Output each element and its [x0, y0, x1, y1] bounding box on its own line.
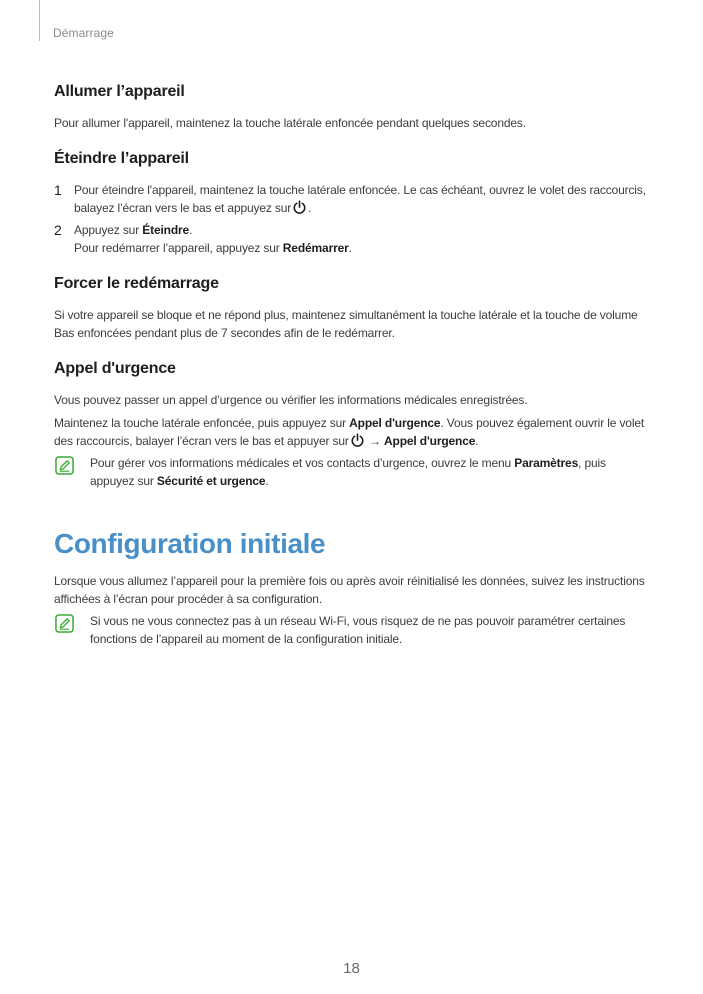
- initial-setup-text: Lorsque vous allumez l’appareil pour la première fois ou après avoir réinitialisé les données, suivez les instructions affichées à l’écran pour procéder à sa configuration.: [54, 574, 645, 606]
- section-initial-setup: [54, 528, 650, 648]
- power-icon: [350, 433, 365, 448]
- page-number: 18: [343, 960, 360, 977]
- note-text: Si vous ne vous connectez pas à un réseau Wi-Fi, vous risquez de ne pas pouvoir paramétrer certaines fonctions de l’appareil au moment de la configuration initiale.: [90, 614, 626, 646]
- section-power-on: [54, 83, 650, 132]
- step-1: [54, 181, 650, 217]
- note-icon: [55, 456, 74, 475]
- step-text: Appuyez sur Éteindre. Pour redémarrer l’appareil, appuyez sur Redémarrer.: [74, 223, 352, 255]
- power-on-text: Pour allumer l'appareil, maintenez la touche latérale enfoncée pendant quelques secondes.: [54, 116, 526, 130]
- section-force-restart: [54, 275, 650, 342]
- heading-power-off: Éteindre l’appareil: [54, 150, 189, 167]
- note-wifi: [54, 612, 650, 648]
- chapter-label: Démarrage: [53, 26, 114, 40]
- heading-force-restart: Forcer le redémarrage: [54, 275, 219, 292]
- force-restart-text: Si votre appareil se bloque et ne répond plus, maintenez simultanément la touche latérale et la touche de volume Bas enfoncées pendant plus de 7 secondes afin de le redémarrer.: [54, 308, 638, 340]
- emergency-text-2: Maintenez la touche latérale enfoncée, puis appuyez sur Appel d'urgence. Vous pouvez également ouvrir le volet des raccourcis, balayer l’écran vers le bas et appuyer sur → Appel d'urgence.: [54, 416, 645, 448]
- power-icon: [292, 200, 307, 215]
- page-content: [54, 83, 650, 648]
- note-icon: [55, 614, 74, 633]
- step-number: 1: [54, 182, 62, 198]
- heading-emergency: Appel d'urgence: [54, 360, 176, 377]
- heading-power-on: Allumer l’appareil: [54, 83, 185, 100]
- heading-initial-setup: Configuration initiale: [54, 528, 326, 559]
- step-text: Pour éteindre l'appareil, maintenez la touche latérale enfoncée. Le cas échéant, ouvrez le volet des raccourcis, balayez l’écran vers le bas et appuyez sur .: [74, 183, 646, 215]
- header-rule: [39, 0, 40, 41]
- step-number: 2: [54, 222, 62, 238]
- section-emergency: [54, 360, 650, 490]
- step-2: [54, 221, 650, 257]
- section-power-off: [54, 150, 650, 257]
- note-text: Pour gérer vos informations médicales et vos contacts d’urgence, ouvrez le menu Paramètres, puis appuyez sur Sécurité et urgence.: [90, 456, 606, 488]
- note-emergency: [54, 454, 650, 490]
- emergency-text-1: Vous pouvez passer un appel d’urgence ou vérifier les informations médicales enregistrées.: [54, 393, 528, 407]
